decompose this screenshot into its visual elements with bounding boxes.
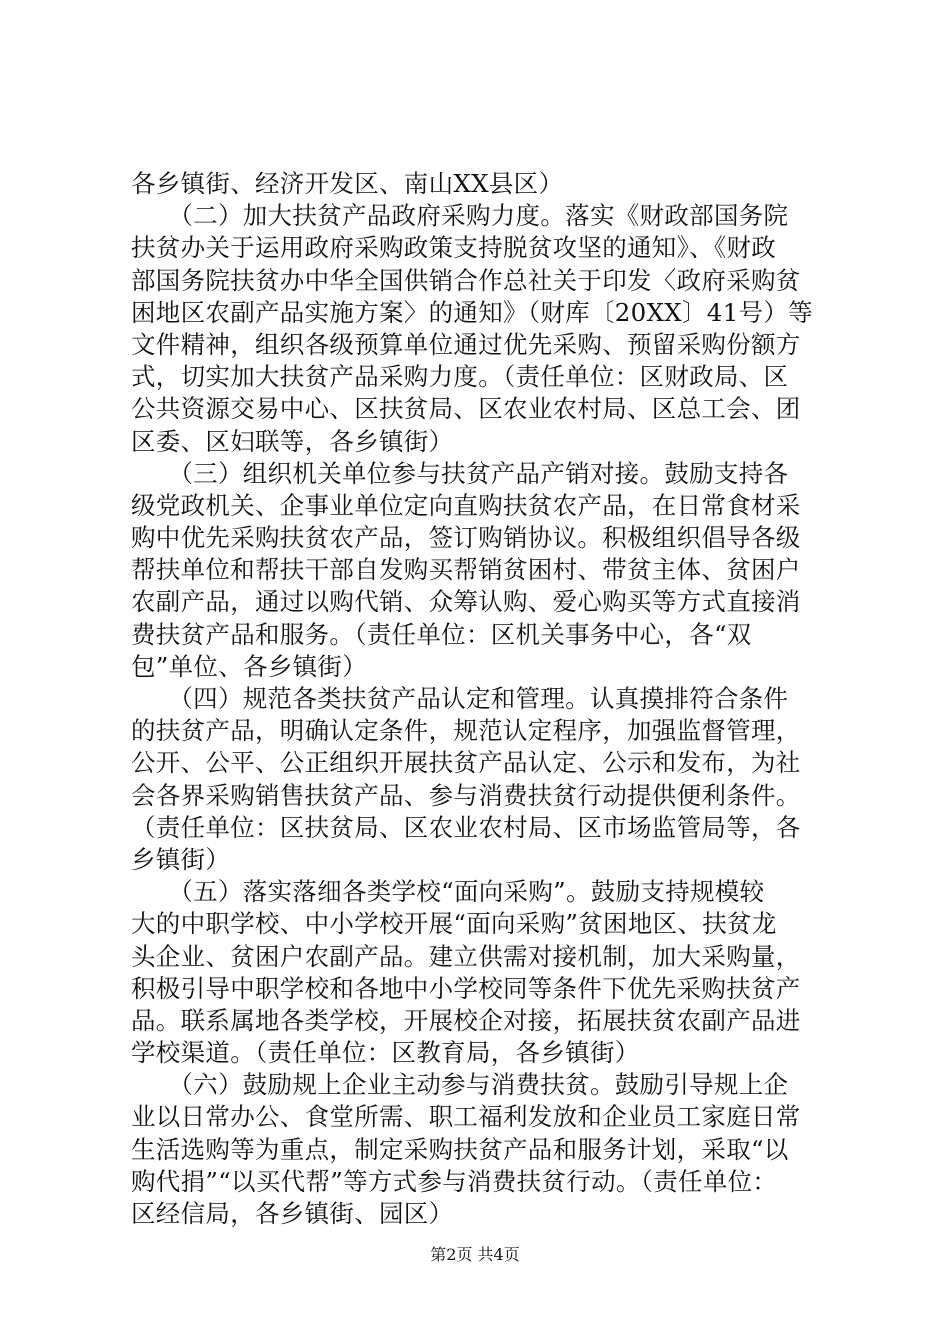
text-line: 的扶贫产品，明确认定条件，规范认定程序，加强监督管理， — [131, 716, 801, 746]
text-line: 部国务院扶贫办中华全国供销合作总社关于印发〈政府采购贫 — [131, 265, 801, 295]
text-line: 困地区农副产品实施方案〉的通知》（财库〔20XX〕41号）等 — [131, 297, 813, 327]
text-line: （三）组织机关单位参与扶贫产品产销对接。鼓励支持各 — [131, 458, 789, 488]
text-line: 级党政机关、企事业单位定向直购扶贫农产品，在日常食材采 — [131, 490, 801, 520]
text-line: 生活选购等为重点，制定采购扶贫产品和服务计划，采取“以 — [131, 1134, 789, 1164]
text-line: 业以日常办公、食堂所需、职工福利发放和企业员工家庭日常 — [131, 1102, 801, 1132]
text-line: 乡镇街） — [131, 844, 231, 874]
page-number-footer: 第2页 共4页 — [430, 1245, 520, 1264]
text-line: 积极引导中职学校和各地中小学校同等条件下优先采购扶贫产 — [131, 973, 801, 1003]
text-line: 农副产品，通过以购代销、众筹认购、爱心购买等方式直接消 — [131, 587, 801, 617]
text-line: 帮扶单位和帮扶干部自发购买帮销贫困村、带贫主体、贫困户 — [131, 555, 801, 585]
text-line: 各乡镇街、经济开发区、南山XX县区） — [131, 169, 564, 198]
text-line: 费扶贫产品和服务。（责任单位：区机关事务中心，各“双 — [131, 619, 752, 649]
text-line: 购代捐”“以买代帮”等方式参与消费扶贫行动。（责任单位： — [131, 1166, 778, 1196]
text-line: 扶贫办关于运用政府采购政策支持脱贫攻坚的通知》、《财政 — [131, 233, 777, 263]
text-line: 大的中职学校、中小学校开展“面向采购”贫困地区、扶贫龙 — [131, 909, 777, 939]
text-line: 品。联系属地各类学校，开展校企对接，拓展扶贫农副产品进 — [131, 1005, 801, 1035]
text-line: （责任单位：区扶贫局、区农业农村局、区市场监管局等，各 — [131, 812, 801, 842]
text-line: 学校渠道。（责任单位：区教育局，各乡镇街） — [131, 1038, 640, 1068]
text-line: 会各界采购销售扶贫产品、参与消费扶贫行动提供便利条件。 — [131, 780, 801, 810]
text-line: 头企业、贫困户农副产品。建立供需对接机制，加大采购量， — [131, 941, 801, 971]
text-line: 区经信局，各乡镇街、园区） — [131, 1199, 454, 1228]
text-line: 文件精神，组织各级预算单位通过优先采购、预留采购份额方 — [131, 329, 801, 359]
text-line: 包”单位、各乡镇街） — [131, 651, 368, 681]
text-line: （六）鼓励规上企业主动参与消费扶贫。鼓励引导规上企 — [131, 1070, 789, 1100]
document-body — [131, 168, 831, 1230]
text-line: 式，切实加大扶贫产品采购力度。（责任单位：区财政局、区 — [131, 362, 789, 392]
text-line: 公开、公平、公正组织开展扶贫产品认定、公示和发布，为社 — [131, 748, 801, 778]
text-line: 区委、区妇联等，各乡镇街） — [131, 426, 454, 456]
text-line: （二）加大扶贫产品政府采购力度。落实《财政部国务院 — [131, 201, 789, 231]
text-line: （五）落实落细各类学校“面向采购”。鼓励支持规模较 — [131, 877, 765, 907]
text-line: 公共资源交易中心、区扶贫局、区农业农村局、区总工会、团 — [131, 394, 801, 424]
text-line: （四）规范各类扶贫产品认定和管理。认真摸排符合条件 — [131, 684, 789, 713]
text-line: 购中优先采购扶贫农产品，签订购销协议。积极组织倡导各级 — [131, 523, 801, 553]
